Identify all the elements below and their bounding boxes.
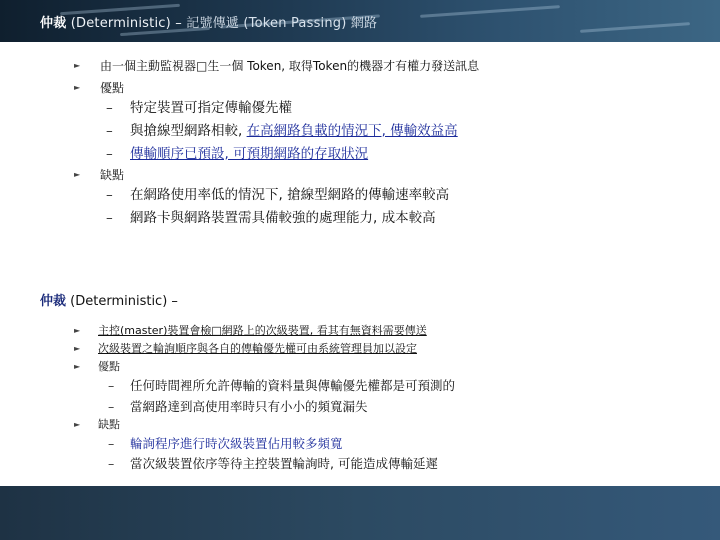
top-disadvantage-1-text: 在網路使用率低的情況下, 搶線型網路的傳輸速率較高: [130, 187, 450, 203]
bullet-marker-icon: ►: [74, 61, 81, 70]
bottom-advantage-2-text: 當網路達到高使用率時只有小小的頻寬漏失: [130, 399, 368, 414]
bottom-bullet-1-text: 主控(master)裝置會檢□網路上的次級裝置, 看其有無資料需要傳送: [98, 324, 427, 337]
top-bullet-1: [74, 58, 480, 74]
dash-marker: –: [106, 146, 113, 162]
bullet-marker-icon: ►: [74, 362, 81, 371]
bottom-bullet-3: [74, 360, 120, 374]
dash-marker: –: [106, 187, 113, 203]
bullet-marker-icon: ►: [74, 83, 81, 92]
dash-marker: –: [108, 456, 115, 471]
bottom-bullet-1: [74, 324, 427, 338]
slide-title: [40, 12, 377, 31]
bottom-disadvantage-label: [74, 418, 120, 432]
bottom-bullet-3-text: 優點: [98, 360, 120, 373]
top-advantage-1-text: 特定裝置可指定傳輸優先權: [130, 100, 292, 116]
top-advantage-2-highlight: 在高網路負載的情況下, 傳輸效益高: [246, 123, 458, 139]
bottom-disadvantage-2: [108, 456, 438, 472]
section-title-rest: (Deterministic) –: [70, 294, 178, 309]
footer-band: [0, 486, 720, 540]
bottom-bullet-2-text: 次級裝置之輪詢順序與各自的傳輸優先權可由系統管理員加以設定: [98, 342, 417, 355]
bullet-marker-icon: ►: [74, 420, 81, 429]
title-bold: 仲裁: [40, 16, 67, 31]
bullet-marker-icon: ►: [74, 344, 81, 353]
bottom-bullet-2: [74, 342, 417, 356]
dash-marker: –: [106, 123, 113, 139]
bottom-disadvantage-2-text: 當次級裝置依序等待主控裝置輪詢時, 可能造成傳輸延遲: [130, 456, 438, 471]
title-rest: (Deterministic) –: [70, 16, 182, 31]
dash-marker: –: [106, 100, 113, 116]
top-advantage-3-text: 傳輸順序已預設, 可預期網路的存取狀況: [130, 146, 369, 162]
top-bullet-1-text: 由一個主動監視器□生一個 Token, 取得Token的機器才有權力發送訊息: [100, 59, 480, 73]
bottom-disadvantage-1-text: 輪詢程序進行時次級裝置佔用較多頻寬: [130, 436, 343, 451]
top-disadvantage-2: [106, 209, 436, 227]
top-advantage-2-text: 與搶線型網路相較,: [130, 123, 247, 139]
top-disadvantage-label: [74, 167, 125, 183]
top-disadvantage-1: [106, 186, 450, 204]
top-disadvantage-2-text: 網路卡與網路裝置需具備較強的處理能力, 成本較高: [130, 210, 436, 226]
bullet-marker-icon: ►: [74, 326, 81, 335]
top-bullet-2: [74, 80, 125, 96]
bottom-disadvantage-label-text: 缺點: [98, 418, 120, 431]
dash-marker: –: [108, 436, 115, 451]
dash-marker: –: [108, 378, 115, 393]
bottom-disadvantage-1: [108, 436, 343, 452]
top-bullet-2-text: 優點: [100, 81, 125, 95]
top-disadvantage-label-text: 缺點: [100, 168, 125, 182]
top-advantage-2: [106, 122, 458, 140]
section-title-bold: 仲裁: [40, 294, 67, 309]
top-advantage-1: [106, 99, 292, 117]
dash-marker: –: [106, 210, 113, 226]
bullet-marker-icon: ►: [74, 170, 81, 179]
section-title: [40, 290, 178, 309]
dash-marker: –: [108, 399, 115, 414]
bottom-advantage-2: [108, 399, 368, 415]
bottom-advantage-1-text: 任何時間裡所允許傳輸的資料量與傳輸優先權都是可預測的: [130, 378, 456, 393]
title-dim: 記號傳遞 (Token Passing) 網路: [186, 16, 378, 31]
bottom-advantage-1: [108, 378, 456, 394]
top-advantage-3: [106, 145, 369, 163]
